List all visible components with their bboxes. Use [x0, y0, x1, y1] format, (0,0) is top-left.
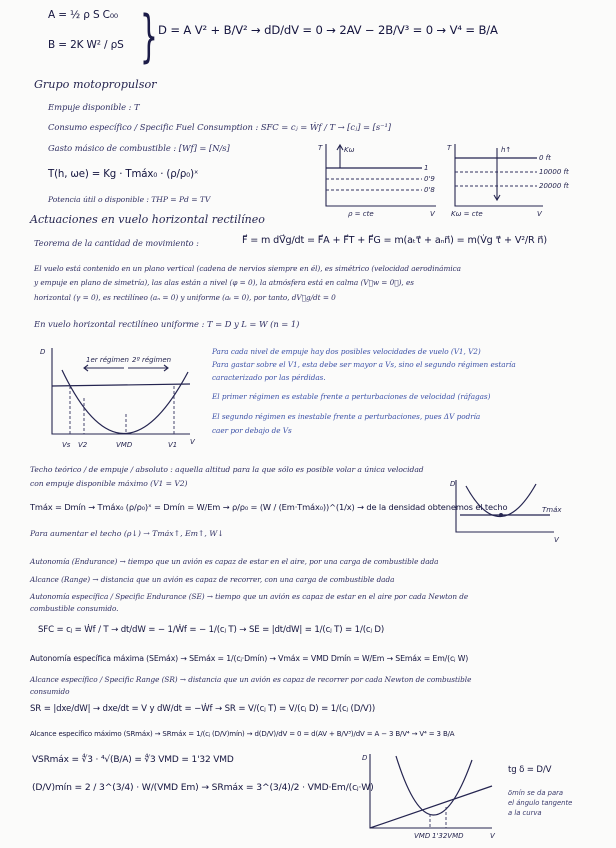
tangent-note-1: δmín se da para	[508, 789, 564, 797]
endurance-3: Autonomía específica / Specific Endurance (SE) → tiempo que un avión es capaz de estar en el aire por cada Newton de	[30, 592, 469, 601]
ceiling-2: con empuje disponible máximo (V1 = V2)	[30, 479, 188, 488]
g3-vs: Vs	[62, 441, 71, 449]
heading-propulsion: Grupo motopropulsor	[34, 78, 157, 91]
range-eq: SR = |dxe/dW| → dxe/dt = V y dW/dt = −Ẇf → SR = V/(cⱼ T) = V/(cⱼ D) = 1/(cⱼ (D/V))	[30, 704, 376, 714]
prop-line-power: Potencia útil o disponible : THP = Pd = TV	[48, 195, 211, 204]
g3-v1: V1	[168, 441, 178, 449]
thrust-graph-altitude	[447, 142, 573, 216]
endurance-2: Alcance (Range) → distancia que un avión es capaz de recorrer, con una carga de combustible dada	[30, 575, 395, 584]
g3-xlabel: V	[190, 438, 195, 446]
g1-r3: 0'8	[424, 186, 435, 194]
note-4: El primer régimen es estable frente a perturbaciones de velocidad (ráfagas)	[212, 392, 491, 401]
note-3: caracterizado por las pérdidas.	[212, 373, 326, 382]
range-vsr: VSRmáx = ∜3 · ⁴√(B/A) = ∜3 VMD = 1'32 VMD	[32, 755, 234, 765]
prop-line-fuelflow: Gasto másico de combustible : [Wf] = [N/s]	[48, 143, 230, 153]
note-1: Para cada nivel de empuje hay dos posibles velocidades de vuelo (V1, V2)	[212, 347, 481, 356]
brace-icon: }	[140, 4, 158, 69]
tangent-eq: tg δ = D/V	[508, 765, 552, 775]
range-2: consumido	[30, 687, 70, 696]
g2-r2: 10000 ft	[539, 168, 569, 176]
prop-line-thrust-eq: T(h, ωe) = Kg · Tmáx₀ · (ρ/ρ₀)ˣ	[48, 169, 199, 180]
tangent-note-3: a la curva	[508, 809, 542, 817]
note-6: caer por debajo de Vs	[212, 426, 292, 435]
prop-line-thrust: Empuje disponible : T	[48, 102, 140, 112]
ceiling-graph	[450, 478, 570, 544]
g1-r1: 1	[424, 164, 429, 172]
heading-level-flight: Actuaciones en vuelo horizontal rectilíneo	[30, 213, 265, 226]
g5-xlabel: V	[490, 832, 495, 840]
g3-vmd: VMD	[116, 441, 133, 449]
range-graph	[362, 752, 504, 846]
drag-curve-graph	[40, 346, 200, 458]
g5-vmd: VMD	[414, 832, 431, 840]
g2-xlabel: V	[537, 210, 542, 218]
g3-v2: V2	[78, 441, 88, 449]
tangent-note-2: el ángulo tangente	[508, 799, 573, 807]
g1-caption: ρ = cte	[348, 210, 374, 218]
g1-sub: Kω	[344, 146, 355, 154]
endurance-eq: SFC = cⱼ = Ẇf / T → dt/dW = − 1/Ẇf = − 1/(cⱼ T) → SE = |dt/dW| = 1/(cⱼ T) = 1/(cⱼ D)	[38, 625, 385, 635]
g3-ylabel: D	[40, 348, 46, 356]
g5-ylabel: D	[362, 754, 368, 762]
eq-drag: D = A V² + B/V² → dD/dV = 0 → 2AV − 2B/V³ = 0 → V⁴ = B/A	[158, 23, 498, 37]
ceiling-raise: Para aumentar el techo (ρ↓) → Tmáx↑, Em↑, W↓	[30, 529, 224, 538]
level-p1: El vuelo está contenido en un plano vertical (cadena de nervios siempre en él), es simétrico (velocidad aerodinámica	[34, 264, 461, 273]
g2-ylabel: T	[447, 144, 452, 152]
ceiling-1: Techo teórico / de empuje / absoluto : aquella altitud para la que sólo es posible volar a única velocidad	[30, 465, 424, 474]
g1-r2: 0'9	[424, 175, 435, 183]
g2-caption: Kω = cte	[451, 210, 483, 218]
ceiling-eq: Tmáx = Dmín → Tmáx₀ (ρ/ρ₀)ˣ = Dmín = W/Em → ρ/ρ₀ = (W / (Em·Tmáx₀))^(1/x) → de la densidad obtenemos el techo	[30, 502, 508, 512]
level-p3: horizontal (γ = 0), es rectilíneo (aₙ = 0) y uniforme (aₜ = 0), por tanto, dV⃗g/dt = 0	[34, 293, 336, 302]
thrust-graph-rho	[318, 142, 444, 216]
eq-B: B = 2K W² / ρS	[48, 39, 124, 51]
note-5: El segundo régimen es inestable frente a perturbaciones, pues ΔV podría	[212, 412, 481, 421]
note-2: Para gastar sobre el V1, esta debe ser mayor a Vs, sino el segundo régimen estaría	[212, 360, 516, 369]
g2-r3: 20000 ft	[539, 182, 569, 190]
level-p4: En vuelo horizontal rectilíneo uniforme : T = D y L = W (n = 1)	[34, 319, 300, 329]
prop-line-sfc: Consumo específico / Specific Fuel Consumption : SFC = cⱼ = Ẇf / T → [cⱼ] = [s⁻¹]	[48, 122, 391, 132]
g4-label: Tmáx	[542, 506, 562, 514]
g3-regime2: 2º régimen	[132, 356, 172, 364]
g4-ylabel: D	[450, 480, 456, 488]
theorem-label: Teorema de la cantidad de movimiento :	[34, 238, 199, 248]
g2-sub: h↑	[501, 146, 512, 154]
theorem-eq: F⃗ = m dV⃗g/dt = F⃗A + F⃗T + F⃗G = m(aₜτ⃗ + aₙn⃗) = m(V̇g τ⃗ + V²/R n⃗)	[242, 235, 547, 246]
endurance-max: Autonomía específica máxima (SEmáx) → SEmáx = 1/(cⱼ·Dmín) → Vmáx = VMD Dmín = W/Em → SEmáx = Em/(cⱼ W)	[30, 654, 469, 663]
range-max: Alcance específico máximo (SRmáx) → SRmáx = 1/(cⱼ (D/V)mín) → d(D/V)/dV = 0 = d(AV + B/V³)/dV = A − 3 B/V⁴ → V⁴ = 3 B/A	[30, 730, 455, 738]
g4-xlabel: V	[554, 536, 559, 544]
range-1: Alcance específico / Specific Range (SR) → distancia que un avión es capaz de recorrer por cada Newton de combustible	[30, 675, 472, 684]
g1-xlabel: V	[430, 210, 435, 218]
g2-r1: 0 ft	[539, 154, 551, 162]
level-p2: y empuje en plano de simetría), las alas están a nivel (φ = 0), la atmósfera está en calma (V⃗w = 0⃗), es	[34, 278, 414, 287]
g5-vsr: 1'32VMD	[432, 832, 464, 840]
g1-ylabel: T	[318, 144, 323, 152]
eq-A: A = ½ ρ S C₀₀	[48, 9, 118, 21]
g3-regime1: 1er régimen	[86, 356, 129, 364]
range-dv-min: (D/V)mín = 2 / 3^(3/4) · W/(VMD Em) → SRmáx = 3^(3/4)/2 · VMD·Em/(cⱼ·W)	[32, 782, 374, 793]
endurance-1: Autonomía (Endurance) → tiempo que un avión es capaz de estar en el aire, por una carga de combustible dada	[30, 557, 439, 566]
endurance-4: combustible consumido.	[30, 604, 119, 613]
